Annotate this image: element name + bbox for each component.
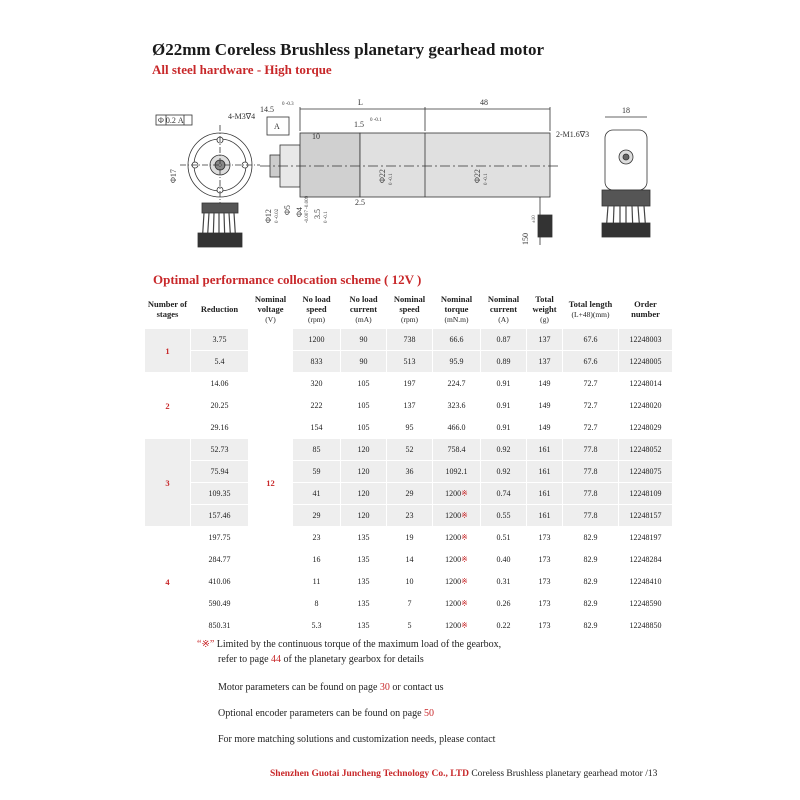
gearbox-body bbox=[300, 133, 360, 197]
table-cell: 758.4 bbox=[433, 439, 481, 461]
table-row bbox=[145, 483, 673, 505]
table-cell: 161 bbox=[527, 461, 563, 483]
table-cell: 10 bbox=[387, 571, 433, 593]
table-cell: 1200※ bbox=[433, 527, 481, 549]
table-cell: 149 bbox=[527, 373, 563, 395]
table-cell: 82.9 bbox=[563, 571, 619, 593]
table-cell: 161 bbox=[527, 439, 563, 461]
col-header: No load speed (rpm) bbox=[302, 293, 331, 324]
table-cell: 12248052 bbox=[619, 439, 673, 461]
dim-150: 150 bbox=[521, 233, 530, 245]
table-cell: 75.94 bbox=[191, 461, 249, 483]
table-cell: 12248197 bbox=[619, 527, 673, 549]
table-cell: 323.6 bbox=[433, 395, 481, 417]
page-ref-link[interactable]: 44 bbox=[271, 654, 282, 665]
dim-48: 48 bbox=[480, 98, 488, 107]
table-cell: 82.9 bbox=[563, 593, 619, 615]
table-cell: 197.75 bbox=[191, 527, 249, 549]
table-cell: 109.35 bbox=[191, 483, 249, 505]
dim-l: L bbox=[358, 98, 363, 107]
table-cell: 1200※ bbox=[433, 505, 481, 527]
table-cell: 52 bbox=[387, 439, 433, 461]
table-cell: 0.31 bbox=[481, 571, 527, 593]
table-cell: 72.7 bbox=[563, 373, 619, 395]
note-line-2: refer to page 44 of the planetary gearbox for details bbox=[218, 654, 424, 665]
table-row bbox=[145, 549, 673, 571]
col-header: Number of stages bbox=[147, 299, 188, 319]
dim-d22a: Φ22 bbox=[378, 169, 387, 183]
table-cell: 12248029 bbox=[619, 417, 673, 439]
table-cell: 154 bbox=[293, 417, 341, 439]
dim-datum-a: A bbox=[274, 122, 280, 131]
table-cell: 161 bbox=[527, 483, 563, 505]
section-title: Optimal performance collocation scheme ( 12V ) bbox=[153, 272, 422, 287]
table-body bbox=[145, 329, 673, 637]
motor-body bbox=[360, 133, 550, 197]
table-cell: 1200※ bbox=[433, 483, 481, 505]
table-row bbox=[145, 329, 673, 351]
dim-d12: Φ12 bbox=[264, 209, 273, 223]
voltage-cell: 12 bbox=[249, 329, 293, 637]
note-line-1: “※” Limited by the continuous torque of the maximum load of the gearbox, bbox=[197, 639, 502, 650]
table-cell: 85 bbox=[293, 439, 341, 461]
dim-m3: 4-M3∇4 bbox=[228, 112, 256, 121]
table-cell: 59 bbox=[293, 461, 341, 483]
dim-d4: Φ4 bbox=[295, 207, 304, 217]
table-cell: 0.91 bbox=[481, 395, 527, 417]
col-header: Total length (L+48)(mm) bbox=[568, 298, 613, 319]
table-cell: 5.4 bbox=[191, 351, 249, 373]
table-cell: 105 bbox=[341, 417, 387, 439]
table-cell: 67.6 bbox=[563, 351, 619, 373]
page-subtitle: All steel hardware - High torque bbox=[152, 62, 332, 77]
table-cell: 0.91 bbox=[481, 417, 527, 439]
table-cell: 12248014 bbox=[619, 373, 673, 395]
table-cell: 19 bbox=[387, 527, 433, 549]
dim-145: 14.5 bbox=[260, 105, 274, 114]
table-row bbox=[145, 593, 673, 615]
table-cell: 95 bbox=[387, 417, 433, 439]
table-cell: 29 bbox=[293, 505, 341, 527]
table-cell: 0.40 bbox=[481, 549, 527, 571]
table-cell: 1200 bbox=[293, 329, 341, 351]
dim-15-tol: 0 -0.1 bbox=[370, 118, 382, 123]
table-cell: 1200※ bbox=[433, 593, 481, 615]
stage-cell: 3 bbox=[145, 439, 191, 527]
table-cell: 135 bbox=[341, 593, 387, 615]
table-cell: 320 bbox=[293, 373, 341, 395]
table-cell: 161 bbox=[527, 505, 563, 527]
table-cell: 5.3 bbox=[293, 615, 341, 637]
table-cell: 3.75 bbox=[191, 329, 249, 351]
table-cell: 72.7 bbox=[563, 395, 619, 417]
table-cell: 0.87 bbox=[481, 329, 527, 351]
table-cell: 0.92 bbox=[481, 439, 527, 461]
table-cell: 0.55 bbox=[481, 505, 527, 527]
table-cell: 0.89 bbox=[481, 351, 527, 373]
table-cell: 466.0 bbox=[433, 417, 481, 439]
dim-d4-tol: -0.007 -0.009 bbox=[305, 195, 310, 223]
table-cell: 12248410 bbox=[619, 571, 673, 593]
table-row bbox=[145, 351, 673, 373]
table-row bbox=[145, 527, 673, 549]
table-cell: 82.9 bbox=[563, 615, 619, 637]
table-header-row bbox=[145, 290, 673, 329]
table-cell: 120 bbox=[341, 483, 387, 505]
table-cell: 82.9 bbox=[563, 527, 619, 549]
table-cell: 120 bbox=[341, 461, 387, 483]
stage-cell: 2 bbox=[145, 373, 191, 439]
spec-table bbox=[144, 290, 673, 637]
footer-product: Coreless Brushless planetary gearhead motor bbox=[471, 769, 643, 779]
table-cell: 12248284 bbox=[619, 549, 673, 571]
table-row bbox=[145, 505, 673, 527]
table-cell: 135 bbox=[341, 527, 387, 549]
page-ref-link[interactable]: 50 bbox=[424, 708, 435, 719]
dim-25: 2.5 bbox=[355, 198, 365, 207]
table-cell: 72.7 bbox=[563, 417, 619, 439]
table-cell: 173 bbox=[527, 615, 563, 637]
page-ref-link[interactable]: 30 bbox=[379, 682, 390, 693]
table-cell: 0.51 bbox=[481, 527, 527, 549]
table-cell: 67.6 bbox=[563, 329, 619, 351]
table-cell: 14.06 bbox=[191, 373, 249, 395]
table-cell: 1200※ bbox=[433, 615, 481, 637]
table-cell: 14 bbox=[387, 549, 433, 571]
stage-cell: 1 bbox=[145, 329, 191, 373]
table-cell: 120 bbox=[341, 505, 387, 527]
stage-cell: 4 bbox=[145, 527, 191, 637]
table-cell: 149 bbox=[527, 395, 563, 417]
table-cell: 120 bbox=[341, 439, 387, 461]
table-cell: 90 bbox=[341, 351, 387, 373]
footer-page: /13 bbox=[645, 769, 658, 779]
table-cell: 410.06 bbox=[191, 571, 249, 593]
table-cell: 137 bbox=[527, 329, 563, 351]
table-cell: 173 bbox=[527, 571, 563, 593]
table-cell: 11 bbox=[293, 571, 341, 593]
footer-company: Shenzhen Guotai Juncheng Technology Co., LTD bbox=[270, 769, 469, 779]
table-cell: 1200※ bbox=[433, 571, 481, 593]
note-line-3: Motor parameters can be found on page 30 or contact us bbox=[218, 682, 444, 693]
dim-d22a-tol: 0 -0.1 bbox=[389, 173, 394, 185]
table-cell: 149 bbox=[527, 417, 563, 439]
table-cell: 77.8 bbox=[563, 505, 619, 527]
table-cell: 1092.1 bbox=[433, 461, 481, 483]
table-cell: 833 bbox=[293, 351, 341, 373]
table-cell: 7 bbox=[387, 593, 433, 615]
page-footer bbox=[270, 769, 657, 779]
table-cell: 157.46 bbox=[191, 505, 249, 527]
col-header: Nominal torque (mN.m) bbox=[440, 293, 473, 324]
col-header: Total weight (g) bbox=[532, 293, 557, 324]
technical-drawing bbox=[140, 95, 670, 265]
dim-10: 10 bbox=[312, 132, 320, 141]
connector-icon bbox=[198, 233, 242, 247]
table-cell: 12248590 bbox=[619, 593, 673, 615]
table-cell: 284.77 bbox=[191, 549, 249, 571]
table-row bbox=[145, 439, 673, 461]
table-cell: 137 bbox=[527, 351, 563, 373]
dim-d12-tol: 0 -0.02 bbox=[275, 208, 280, 223]
dim-m16: 2-M1.6∇3 bbox=[556, 130, 590, 139]
dim-18: 18 bbox=[622, 106, 630, 115]
table-row bbox=[145, 373, 673, 395]
table-cell: 23 bbox=[387, 505, 433, 527]
dim-35-tol: 0 -0.1 bbox=[324, 211, 329, 223]
table-cell: 29 bbox=[387, 483, 433, 505]
table-cell: 173 bbox=[527, 527, 563, 549]
table-cell: 0.26 bbox=[481, 593, 527, 615]
table-row bbox=[145, 615, 673, 637]
table-cell: 850.31 bbox=[191, 615, 249, 637]
table-cell: 12248157 bbox=[619, 505, 673, 527]
page-title: Ø22mm Coreless Brushless planetary gearhead motor bbox=[152, 40, 545, 59]
dim-d22b-tol: 0 -0.1 bbox=[484, 173, 489, 185]
table-cell: 137 bbox=[387, 395, 433, 417]
note-line-4: Optional encoder parameters can be found on page 50 bbox=[218, 708, 435, 719]
dim-d17: Φ17 bbox=[169, 169, 178, 183]
col-header: Order number bbox=[631, 299, 660, 319]
table-cell: 12248850 bbox=[619, 615, 673, 637]
table-cell: 52.73 bbox=[191, 439, 249, 461]
table-cell: 135 bbox=[341, 549, 387, 571]
dim-35: 3.5 bbox=[313, 209, 322, 219]
table-cell: 20.25 bbox=[191, 395, 249, 417]
table-cell: 105 bbox=[341, 395, 387, 417]
table-cell: 135 bbox=[341, 615, 387, 637]
table-cell: 82.9 bbox=[563, 549, 619, 571]
col-header: Nominal current (A) bbox=[487, 293, 520, 324]
table-cell: 12248005 bbox=[619, 351, 673, 373]
table-cell: 36 bbox=[387, 461, 433, 483]
table-cell: 135 bbox=[341, 571, 387, 593]
table-cell: 0.74 bbox=[481, 483, 527, 505]
table-cell: 12248109 bbox=[619, 483, 673, 505]
table-cell: 12248003 bbox=[619, 329, 673, 351]
table-cell: 66.6 bbox=[433, 329, 481, 351]
col-header: No load current (mA) bbox=[349, 293, 378, 324]
table-cell: 1200※ bbox=[433, 549, 481, 571]
table-cell: 222 bbox=[293, 395, 341, 417]
table-row bbox=[145, 417, 673, 439]
table-cell: 16 bbox=[293, 549, 341, 571]
table-cell: 77.8 bbox=[563, 461, 619, 483]
dim-d02a: Φ 0.2 A bbox=[158, 116, 184, 125]
table-cell: 173 bbox=[527, 593, 563, 615]
col-header: Reduction bbox=[200, 304, 239, 314]
rear-connector-icon bbox=[602, 223, 650, 237]
cable-connector-icon bbox=[538, 215, 552, 237]
dim-15: 1.5 bbox=[354, 120, 364, 129]
dim-d5: Φ5 bbox=[283, 205, 292, 215]
table-cell: 5 bbox=[387, 615, 433, 637]
note-line-5: For more matching solutions and customization needs, please contact bbox=[218, 734, 496, 745]
table-cell: 224.7 bbox=[433, 373, 481, 395]
table-cell: 513 bbox=[387, 351, 433, 373]
table-cell: 8 bbox=[293, 593, 341, 615]
table-cell: 23 bbox=[293, 527, 341, 549]
table-cell: 0.91 bbox=[481, 373, 527, 395]
table-cell: 197 bbox=[387, 373, 433, 395]
table-cell: 105 bbox=[341, 373, 387, 395]
table-cell: 738 bbox=[387, 329, 433, 351]
col-header: Nominal speed (rpm) bbox=[393, 293, 426, 324]
table-cell: 12248020 bbox=[619, 395, 673, 417]
table-cell: 173 bbox=[527, 549, 563, 571]
table-cell: 29.16 bbox=[191, 417, 249, 439]
dim-145-tol: 0 -0.3 bbox=[282, 102, 294, 107]
table-cell: 77.8 bbox=[563, 439, 619, 461]
table-cell: 590.49 bbox=[191, 593, 249, 615]
dim-d22b: Φ22 bbox=[473, 169, 482, 183]
table-cell: 0.92 bbox=[481, 461, 527, 483]
table-row bbox=[145, 461, 673, 483]
table-row bbox=[145, 571, 673, 593]
table-cell: 95.9 bbox=[433, 351, 481, 373]
table-cell: 41 bbox=[293, 483, 341, 505]
dim-150-tol: ±10 bbox=[532, 215, 537, 223]
table-cell: 77.8 bbox=[563, 483, 619, 505]
table-cell: 90 bbox=[341, 329, 387, 351]
table-cell: 0.22 bbox=[481, 615, 527, 637]
table-row bbox=[145, 395, 673, 417]
table-cell: 12248075 bbox=[619, 461, 673, 483]
col-header: Nominal voltage (V) bbox=[254, 293, 287, 324]
